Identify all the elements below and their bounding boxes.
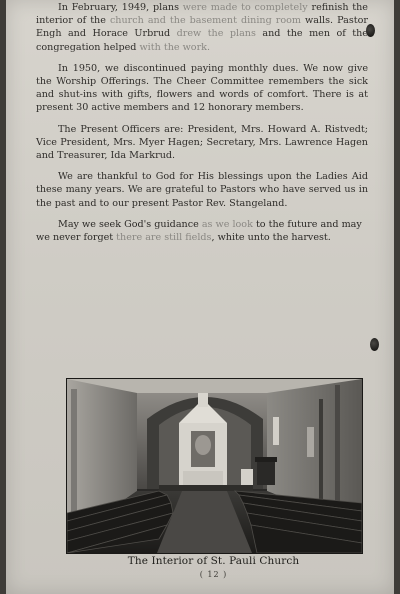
photo-caption: The Interior of St. Pauli Church [127, 555, 300, 567]
paragraph-1-text: church and the basement dining room [109, 15, 302, 27]
church-interior-illustration [67, 379, 362, 553]
paragraph-1-text: and the men of the congregation helped [36, 28, 368, 53]
paragraph-1-text: walls. Pastor Engh and Horace Urbrud [36, 15, 369, 40]
paragraph-2-text: In 1950, we discontinued paying monthly dues. We now give the Worship Offerings. The Cheer Committee remembers the sick and shut-ins with gifts, flowers and words of comfort. There is at present 30 active members and 12 honorary members. [36, 62, 368, 114]
paragraph-4-text: We are thankful to God for His blessings upon the Ladies Aid these many years. We are grateful to Pastors who have served us in the past and to our present Pastor Rev. Stangeland. [36, 171, 368, 209]
paragraph-1-text: were made to completely [182, 2, 308, 13]
punch-hole-middle [370, 338, 379, 351]
paragraph-5-text: May we seek God's guidance [58, 218, 202, 230]
church-interior-photo [66, 378, 363, 554]
paragraph-1-text: drew the plans [176, 28, 256, 40]
paragraph-2 [36, 62, 368, 115]
paragraph-3 [36, 123, 368, 163]
paragraph-5-text: to the future and may we never forget [36, 218, 362, 244]
paragraph-1-text: with the work. [139, 41, 211, 53]
paragraph-1 [36, 1, 368, 54]
document-page [6, 0, 394, 594]
paragraph-1-text: refinish the interior of the [36, 2, 368, 27]
paragraph-5-text: , white unto the harvest. [211, 232, 331, 244]
page-number: ( 12 ) [199, 570, 228, 579]
paragraph-5-text: there are still fields [116, 232, 212, 244]
paragraph-3-text: The Present Officers are: President, Mrs. Howard A. Ristvedt; Vice President, Mrs. Myer Hagen; Secretary, Mrs. Lawrence Hagen and Treasurer, Ida Markrud. [36, 123, 368, 162]
paragraph-4 [36, 170, 368, 210]
paragraph-5 [36, 218, 368, 244]
paragraph-1-text: In February, 1949, plans [58, 2, 183, 13]
body-text [36, 0, 368, 252]
paragraph-5-text: as we look [201, 218, 253, 230]
